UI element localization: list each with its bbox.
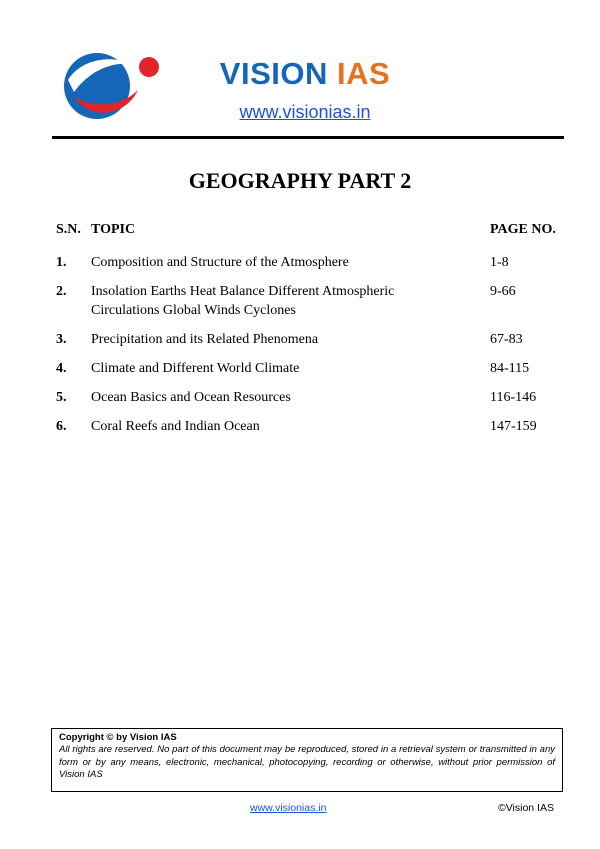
row-sn: 4. xyxy=(56,361,67,376)
vision-ias-logo xyxy=(60,50,166,122)
column-header-page: PAGE NO. xyxy=(490,222,556,237)
row-topic: Precipitation and its Related Phenomena xyxy=(91,332,319,347)
row-page: 67-83 xyxy=(490,332,523,347)
row-sn: 2. xyxy=(56,284,67,299)
copyright-body: All rights are reserved. No part of this document may be reproduced, stored in a retrieval system or transmitted in any form or by any means, electronic, mechanical, photocopying, recording or otherwise, without prior permission of Vision IAS xyxy=(59,744,555,781)
row-topic: Composition and Structure of the Atmosphere xyxy=(91,255,349,270)
column-header-topic: TOPIC xyxy=(91,222,136,237)
brand-word-ias: IAS xyxy=(337,56,391,91)
row-page: 147-159 xyxy=(490,419,537,434)
row-page: 9-66 xyxy=(490,284,516,299)
logo-red-dot xyxy=(139,57,159,77)
row-page: 1-8 xyxy=(490,255,509,270)
copyright-title: Copyright © by Vision IAS xyxy=(59,732,177,743)
row-topic: Climate and Different World Climate xyxy=(91,361,300,376)
row-sn: 1. xyxy=(56,255,67,270)
column-header-sn: S.N. xyxy=(56,222,81,237)
row-sn: 5. xyxy=(56,390,67,405)
row-topic: Ocean Basics and Ocean Resources xyxy=(91,390,291,405)
brand-word-vision: VISION xyxy=(219,56,328,91)
row-sn: 6. xyxy=(56,419,67,434)
row-page: 116-146 xyxy=(490,390,537,405)
header-website-link[interactable]: www.visionias.in xyxy=(239,102,371,122)
row-page: 84-115 xyxy=(490,361,530,376)
copyright-box xyxy=(51,728,563,792)
row-topic: Coral Reefs and Indian Ocean xyxy=(91,419,260,434)
footer-website-link[interactable]: www.visionias.in xyxy=(250,802,327,814)
row-sn: 3. xyxy=(56,332,67,347)
document-title: GEOGRAPHY PART 2 xyxy=(188,168,412,193)
header-divider xyxy=(52,136,564,139)
row-topic: Insolation Earths Heat Balance Different Atmospheric Circulations Global Winds Cyclones xyxy=(91,284,395,318)
brand-name xyxy=(212,56,398,92)
footer-copyright: ©Vision IAS xyxy=(498,802,554,814)
